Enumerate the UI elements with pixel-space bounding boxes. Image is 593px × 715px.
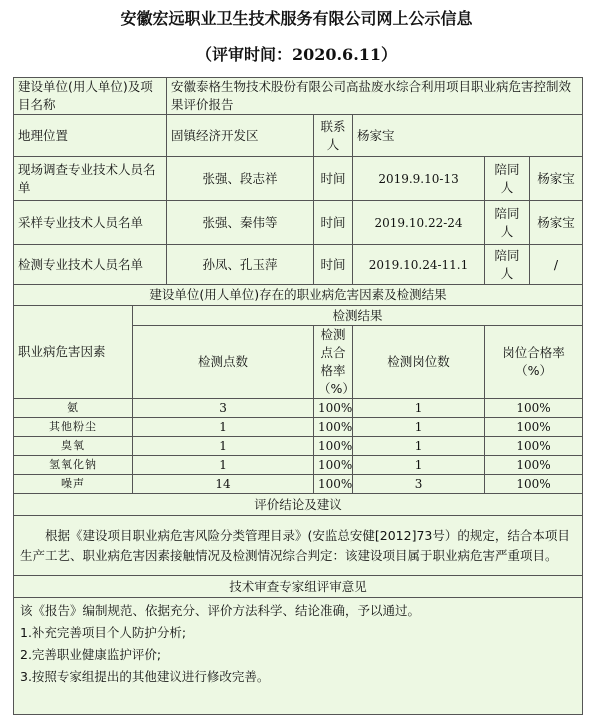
staff-time: 2019.10.22-24: [353, 201, 485, 245]
location-value: 固镇经济开发区: [167, 115, 314, 157]
posts-value: 3: [353, 475, 485, 494]
review-line: 3.按照专家组提出的其他建议进行修改完善。: [20, 669, 270, 684]
hazard-section-title: 建设单位(用人单位)存在的职业病危害因素及检测结果: [14, 285, 583, 306]
conclusion-title-row: [14, 494, 583, 516]
review-line: 2.完善职业健康监护评价;: [20, 647, 162, 662]
staff-time-label: 时间: [314, 157, 353, 201]
contact-value: 杨家宝: [353, 115, 583, 157]
location-label: 地理位置: [14, 115, 167, 157]
point-rate-value: 100%: [314, 418, 353, 437]
staff-time: 2019.10.24-11.1: [353, 245, 485, 285]
contact-label: 联系人: [314, 115, 353, 157]
conclusion-title: 评价结论及建议: [14, 494, 583, 516]
unit-label: 建设单位(用人单位)及项目名称: [14, 78, 167, 115]
staff-row: [14, 201, 583, 245]
factor-name: 氢氧化钠: [14, 456, 133, 475]
staff-accomp-label: 陪同人: [485, 245, 530, 285]
hazard-row: [14, 418, 583, 437]
posts-value: 1: [353, 456, 485, 475]
page-title: 安徽宏远职业卫生技术服务有限公司网上公示信息: [120, 9, 473, 28]
unit-value: 安徽泰格生物技术股份有限公司高盐废水综合利用项目职业病危害控制效果评价报告: [167, 78, 583, 115]
points-value: 1: [133, 418, 314, 437]
review-date: （评审时间：2020.6.11）: [195, 45, 398, 64]
point-rate-value: 100%: [314, 399, 353, 418]
disclosure-table: [13, 77, 583, 715]
staff-accomp-label: 陪同人: [485, 201, 530, 245]
staff-accomp-label: 陪同人: [485, 157, 530, 201]
review-title-row: [14, 576, 583, 598]
staff-row: [14, 245, 583, 285]
conclusion-text-row: [14, 516, 583, 576]
post-rate-value: 100%: [485, 475, 583, 494]
column-header-posts: 检测岗位数: [353, 326, 485, 399]
staff-row: [14, 157, 583, 201]
post-rate-value: 100%: [485, 399, 583, 418]
review-line: 1.补充完善项目个人防护分析;: [20, 625, 187, 640]
staff-names: 孙凤、孔玉萍: [167, 245, 314, 285]
review-title: 技术审查专家组评审意见: [14, 576, 583, 598]
factor-name: 噪声: [14, 475, 133, 494]
location-row: [14, 115, 583, 157]
review-line: 该《报告》编制规范、依据充分、评价方法科学、结论准确，予以通过。: [20, 603, 421, 618]
staff-label: 采样专业技术人员名单: [14, 201, 167, 245]
review-body-row: [14, 598, 583, 715]
staff-names: 张强、秦伟等: [167, 201, 314, 245]
staff-label: 检测专业技术人员名单: [14, 245, 167, 285]
point-rate-value: 100%: [314, 456, 353, 475]
staff-accomp: 杨家宝: [530, 157, 583, 201]
column-header-points: 检测点数: [133, 326, 314, 399]
points-value: 14: [133, 475, 314, 494]
post-rate-value: 100%: [485, 456, 583, 475]
results-header: 检测结果: [133, 306, 583, 326]
staff-accomp: 杨家宝: [530, 201, 583, 245]
points-value: 3: [133, 399, 314, 418]
column-header-point-rate: 检测点合格率（%）: [314, 326, 353, 399]
hazard-row: [14, 437, 583, 456]
hazard-section-row: [14, 285, 583, 306]
staff-time-label: 时间: [314, 245, 353, 285]
staff-label: 现场调查专业技术人员名单: [14, 157, 167, 201]
staff-accomp: /: [530, 245, 583, 285]
posts-value: 1: [353, 437, 485, 456]
hazard-row: [14, 456, 583, 475]
factor-name: 臭氧: [14, 437, 133, 456]
staff-names: 张强、段志祥: [167, 157, 314, 201]
conclusion-text: 根据《建设项目职业病危害风险分类管理目录》(安监总安健[2012]73号）的规定，结合本项目生产工艺、职业病危害因素接触情况及检测情况综合判定：该建设项目属于职业病危害严重项目。: [14, 516, 583, 576]
factor-name: 其他粉尘: [14, 418, 133, 437]
points-value: 1: [133, 437, 314, 456]
unit-row: [14, 78, 583, 115]
post-rate-value: 100%: [485, 437, 583, 456]
disclosure-table-wrapper: [13, 77, 582, 715]
point-rate-value: 100%: [314, 437, 353, 456]
post-rate-value: 100%: [485, 418, 583, 437]
factor-name: 氨: [14, 399, 133, 418]
staff-time: 2019.9.10-13: [353, 157, 485, 201]
points-value: 1: [133, 456, 314, 475]
factor-header: 职业病危害因素: [14, 306, 133, 399]
posts-value: 1: [353, 418, 485, 437]
hazard-row: [14, 399, 583, 418]
hazard-row: [14, 475, 583, 494]
hazard-header-row: [14, 306, 583, 326]
point-rate-value: 100%: [314, 475, 353, 494]
column-header-post-rate: 岗位合格率（%）: [485, 326, 583, 399]
posts-value: 1: [353, 399, 485, 418]
staff-time-label: 时间: [314, 201, 353, 245]
review-opinions: [14, 598, 583, 715]
